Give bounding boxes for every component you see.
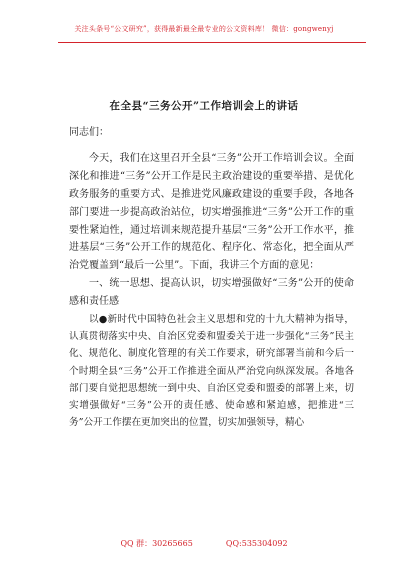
header-banner: 关注头条号“公文研究”，获得最新最全最专业的公文资料库！ 微信：gongwenyj bbox=[74, 25, 334, 33]
footer-contact bbox=[0, 538, 408, 549]
header-divider bbox=[58, 42, 366, 43]
document-body bbox=[69, 118, 354, 431]
section-heading: 一、统一思想、提高认识，切实增强做好“三务”公开的使命感和责任感 bbox=[69, 278, 354, 308]
footer-qq: QQ:535304092 bbox=[225, 539, 288, 548]
salutation: 同志们： bbox=[69, 127, 109, 138]
paragraph-intro: 今天，我们在这里召开全县“三务”公开工作培训会议。全面深化和推进“三务”公开工作是民主政治建设的重要举措、是优化政务服务的重要方式、是推进党风廉政建设的重要手段，各地各部门要进一步提高政治站位，切实增强推进“三务”公开工作的重要性紧迫性，通过培训来规范提升基层“三务”公开工作水平，推进基层“三务”公开工作的规范化、程序化、常态化，把全面从严治党覆盖到“最后一公里”。下面，我讲三个方面的意见： bbox=[69, 152, 354, 272]
paragraph-section-1: 以●新时代中国特色社会主义思想和党的十九大精神为指导，认真贯彻落实中央、自治区党委和盟委关于进一步强化“三务”民主化、规范化、制度化管理的有关工作要求，研究部署当前和今后一个时期全县“三务”公开工作推进全面从严治党向纵深发展。各地各部门要自觉把思想统一到中央、自治区党委和盟委的部署上来，切实增强做好“三务”公开的责任感、使命感和紧迫感，把推进“三务”公开工作摆在更加突出的位置，切实加强领导，精心 bbox=[69, 314, 354, 429]
document-title: 在全县“三务公开”工作培训会上的讲话 bbox=[109, 100, 299, 112]
footer-qq-group: QQ 群：30265665 bbox=[120, 539, 193, 548]
